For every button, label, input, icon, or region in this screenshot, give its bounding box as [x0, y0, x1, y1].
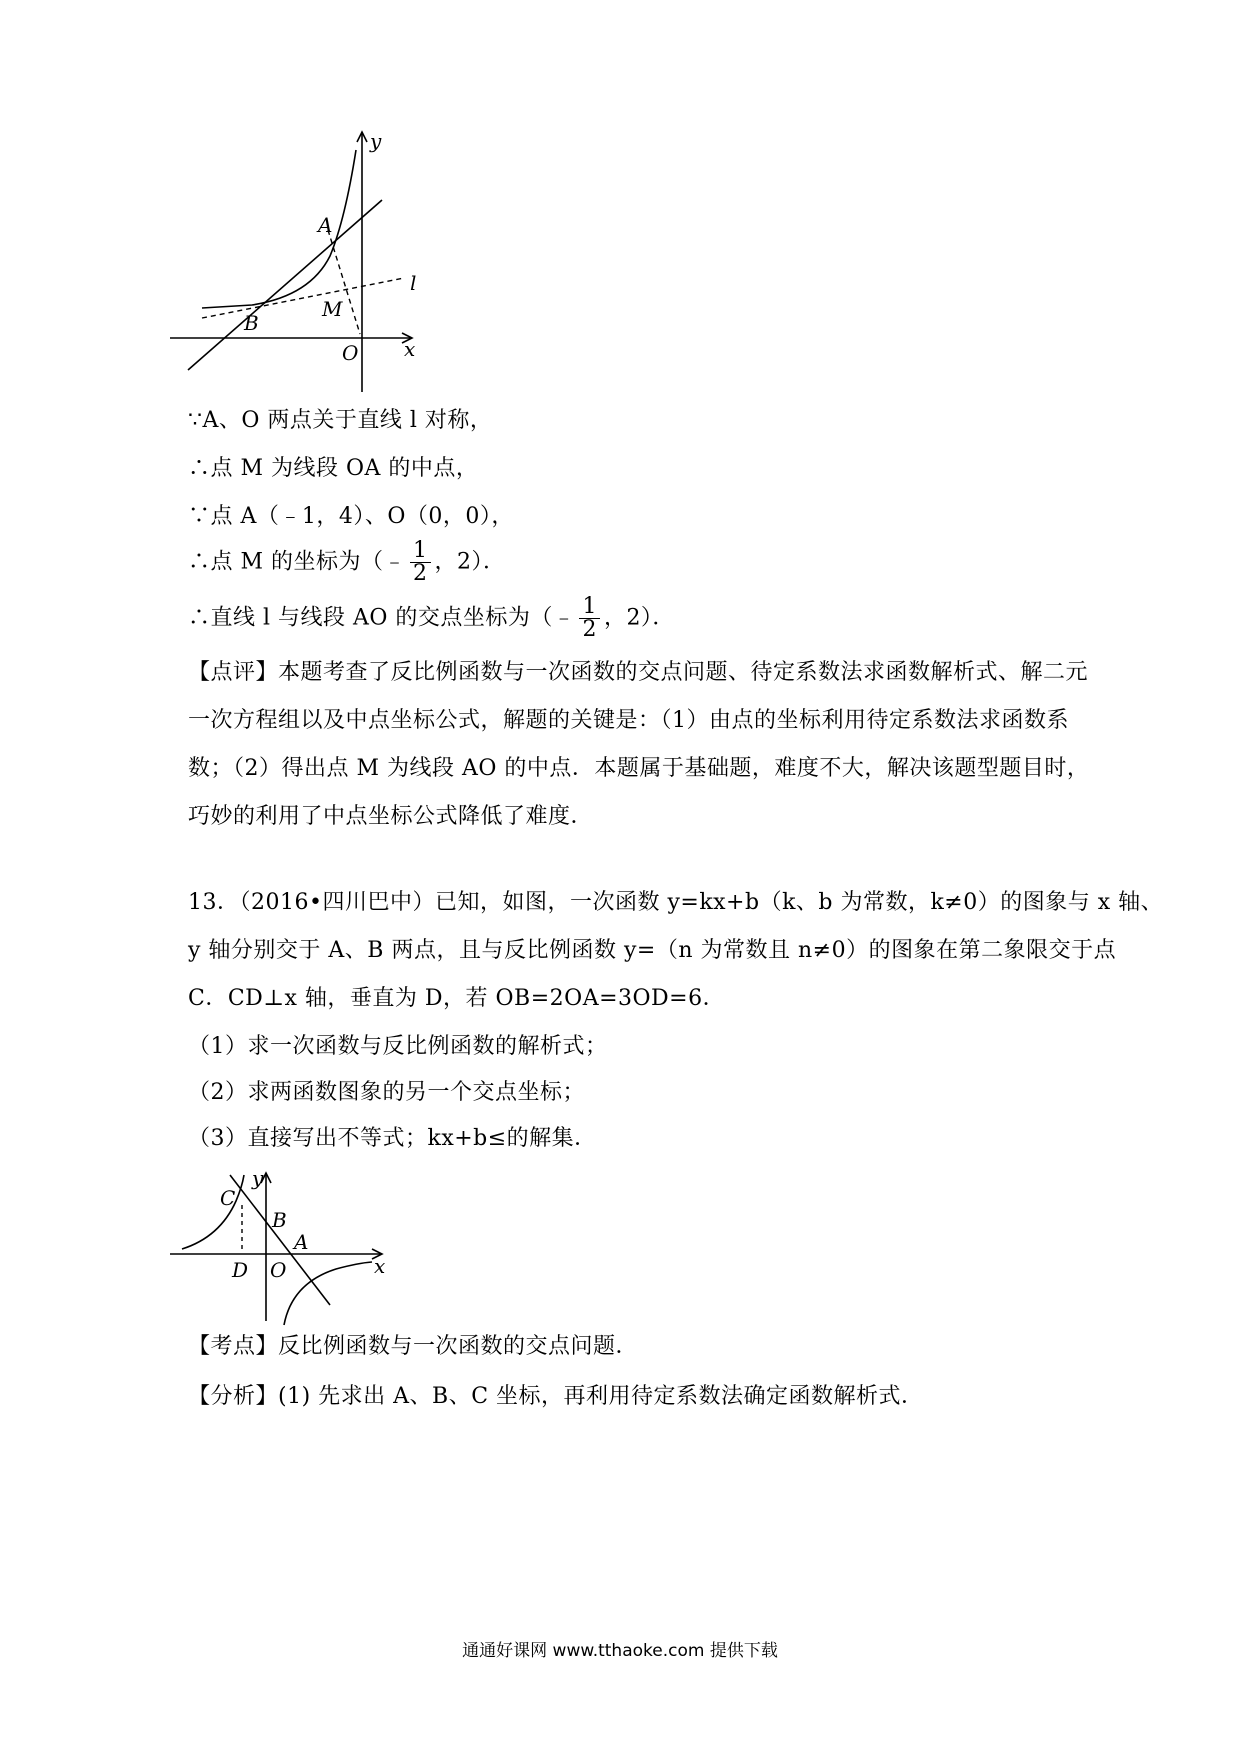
figure-2-graph — [160, 1165, 450, 1335]
figure-2-label-y: y — [252, 1166, 264, 1190]
figure-1-label-l: l — [410, 271, 417, 295]
figure-2-label-x: x — [374, 1254, 386, 1278]
figure-1-label-x: x — [404, 337, 416, 361]
footer-watermark: 通通好课网 www.tthaoke.com 提供下载 — [462, 1641, 778, 1661]
problem-13-line-1: 13．（2016•四川巴中）已知，如图，一次函数 y=kx+b（k、b 为常数，k≠0）的图象与 x 轴、 — [188, 890, 1164, 915]
solution-line-5-suffix: ，2）． — [603, 605, 675, 631]
figure-1-label-M: M — [322, 297, 343, 321]
fenxi-line: 【分析】(1) 先求出 A、B、C 坐标，再利用待定系数法确定函数解析式． — [188, 1384, 924, 1409]
comment-line-1: 【点评】本题考查了反比例函数与一次函数的交点问题、待定系数法求函数解析式、解二元 — [188, 660, 1089, 685]
solution-line-4 — [188, 540, 506, 585]
fraction-numerator: 1 — [410, 540, 431, 563]
comment-line-2: 一次方程组以及中点坐标公式，解题的关键是：（1）由点的坐标利用待定系数法求函数系 — [188, 708, 1069, 733]
problem-13-line-3: C．CD⊥x 轴，垂直为 D，若 OB=2OA=3OD=6． — [188, 986, 726, 1011]
figure-2-label-O: O — [270, 1258, 287, 1282]
figure-2-label-D: D — [232, 1258, 249, 1282]
solution-line-2: ∴点 M 为线段 OA 的中点， — [188, 456, 479, 481]
problem-13-question-2: （2）求两函数图象的另一个交点坐标； — [188, 1080, 585, 1105]
fraction-one-half — [579, 596, 600, 641]
fraction-denominator: 2 — [413, 561, 428, 586]
figure-1-graph — [160, 120, 450, 400]
kaodian-line: 【考点】反比例函数与一次函数的交点问题． — [188, 1334, 639, 1359]
comment-line-3: 数；（2）得出点 M 为线段 AO 的中点．本题属于基础题，难度不大，解决该题型题目时， — [188, 756, 1090, 781]
solution-line-5 — [188, 596, 675, 641]
problem-13-question-3: （3）直接写出不等式；kx+b≤的解集． — [188, 1126, 597, 1151]
figure-1-label-y: y — [370, 129, 382, 153]
solution-line-1: ∵A、O 两点关于直线 l 对称， — [188, 408, 493, 433]
fraction-denominator: 2 — [582, 617, 597, 642]
figure-1-label-O: O — [342, 341, 359, 365]
comment-line-4: 巧妙的利用了中点坐标公式降低了难度． — [188, 804, 594, 829]
solution-line-4-prefix: ∴点 M 的坐标为（﹣ — [188, 549, 407, 575]
fraction-numerator: 1 — [579, 596, 600, 619]
problem-13-question-1: （1）求一次函数与反比例函数的解析式； — [188, 1034, 608, 1059]
solution-line-5-prefix: ∴直线 l 与线段 AO 的交点坐标为（﹣ — [188, 605, 576, 631]
fraction-one-half — [410, 540, 431, 585]
figure-2-label-A: A — [294, 1230, 309, 1254]
figure-1-label-A: A — [318, 213, 333, 237]
solution-line-3: ∵点 A（﹣1，4）、O（0，0）， — [188, 504, 514, 529]
problem-13-line-2: y 轴分别交于 A、B 两点，且与反比例函数 y=（n 为常数且 n≠0）的图象在第二象限交于点 — [188, 938, 1117, 963]
figure-2-label-B: B — [272, 1208, 287, 1232]
figure-2-label-C: C — [220, 1186, 236, 1210]
solution-line-4-suffix: ，2）． — [434, 549, 506, 575]
figure-1-label-B: B — [244, 311, 259, 335]
